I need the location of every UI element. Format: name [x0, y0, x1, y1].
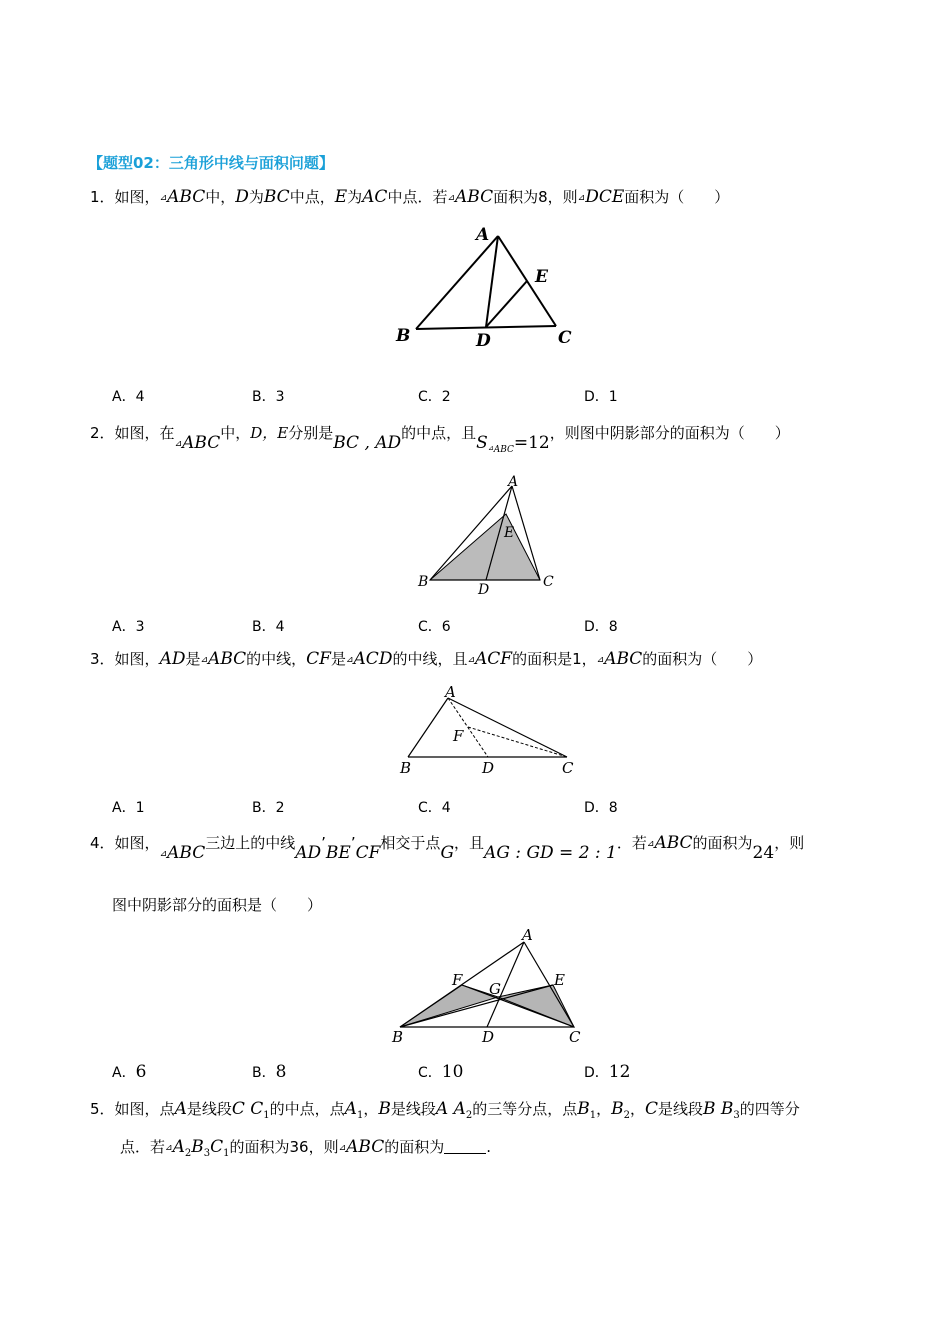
side-ab — [416, 236, 498, 329]
median-ad — [486, 236, 498, 327]
option-d: D．8 — [584, 619, 618, 635]
label-g: G — [489, 980, 501, 998]
question-1-text: 1．如图，⊿ABC中，D为BC中点，E为AC中点．若⊿ABC面积为8，则⊿DCE面积为（ ） — [90, 187, 730, 207]
question-4-text: 4．如图，⊿ABC三边上的中线AD’BE’CF相交于点G，且AG : GD = 2 : 1．若⊿ABC的面积为24，则 — [90, 833, 805, 863]
option-b: B．3 — [252, 389, 285, 405]
question-2-text: 2．如图，在⊿ABC中，D，E分别是BC , AD的中点，且$S_{^⊿ABC}=12$，则图中阴影部分的面积为（ ） — [90, 424, 790, 455]
side-ab — [408, 698, 448, 757]
answer-blank[interactable] — [444, 1139, 486, 1154]
option-d: D．12 — [584, 1062, 631, 1082]
label-c: C — [569, 1028, 581, 1046]
median-cf — [468, 727, 567, 757]
label-b: B — [396, 326, 411, 346]
option-d: D．8 — [584, 800, 618, 816]
label-b: B — [400, 759, 412, 777]
question-number: 2． — [90, 424, 115, 442]
label-c: C — [543, 574, 554, 590]
option-b: B．2 — [252, 800, 285, 816]
label-a: A — [522, 926, 533, 944]
question-5-text: 5．如图，点A是线段C $C_1$的中点，点$A_1$，B是线段A $A_2$的三等分点，点$B_1$，$B_2$，C是线段B $B_3$的四等分 — [90, 1099, 800, 1121]
figure-q1 — [390, 220, 580, 352]
question-3-text: 3．如图，AD是⊿ABC的中线，CF是⊿ACD的中线，且⊿ACF的面积是1，⊿ABC的面积为（ ） — [90, 649, 763, 669]
question-4-line2: 图中阴影部分的面积是（ ） — [112, 896, 323, 914]
label-f: F — [452, 971, 463, 989]
label-a: A — [445, 683, 456, 701]
question-number: 1． — [90, 188, 115, 206]
shaded-triangle-left — [400, 985, 498, 1027]
option-c: C．4 — [418, 800, 451, 816]
option-c: C．2 — [418, 389, 451, 405]
label-e: E — [504, 525, 515, 541]
question-number: 4． — [90, 834, 115, 852]
option-a: A．4 — [112, 389, 145, 405]
side-ac — [448, 698, 567, 757]
option-d: D．1 — [584, 389, 618, 405]
label-e: E — [535, 267, 548, 287]
label-d: D — [482, 1028, 495, 1046]
option-b: B．8 — [252, 1062, 287, 1082]
option-a: A．1 — [112, 800, 145, 816]
label-b: B — [392, 1028, 404, 1046]
section-heading: 【题型02：三角形中线与面积问题】 — [88, 154, 334, 172]
option-c: C．6 — [418, 619, 451, 635]
label-a: A — [508, 474, 519, 490]
option-c: C．10 — [418, 1062, 464, 1082]
label-b: B — [418, 574, 429, 590]
figure-q4 — [386, 926, 616, 1050]
question-number: 3． — [90, 650, 115, 668]
label-c: C — [562, 759, 574, 777]
label-c: C — [558, 328, 572, 348]
question-5-line2: 点．若$⊿A_2B_3C_1$的面积为36，则⊿ABC的面积为 . — [120, 1137, 492, 1159]
label-d: D — [478, 582, 490, 598]
label-a: A — [476, 225, 490, 245]
label-d: D — [482, 759, 495, 777]
option-b: B．4 — [252, 619, 285, 635]
option-a: A．6 — [112, 1062, 147, 1082]
label-d: D — [476, 331, 491, 351]
shaded-triangle-right — [498, 985, 574, 1027]
option-a: A．3 — [112, 619, 145, 635]
label-e: E — [554, 971, 565, 989]
question-number: 5． — [90, 1100, 115, 1118]
figure-q2 — [412, 474, 572, 598]
figure-q3 — [392, 680, 592, 780]
label-f: F — [453, 727, 464, 745]
